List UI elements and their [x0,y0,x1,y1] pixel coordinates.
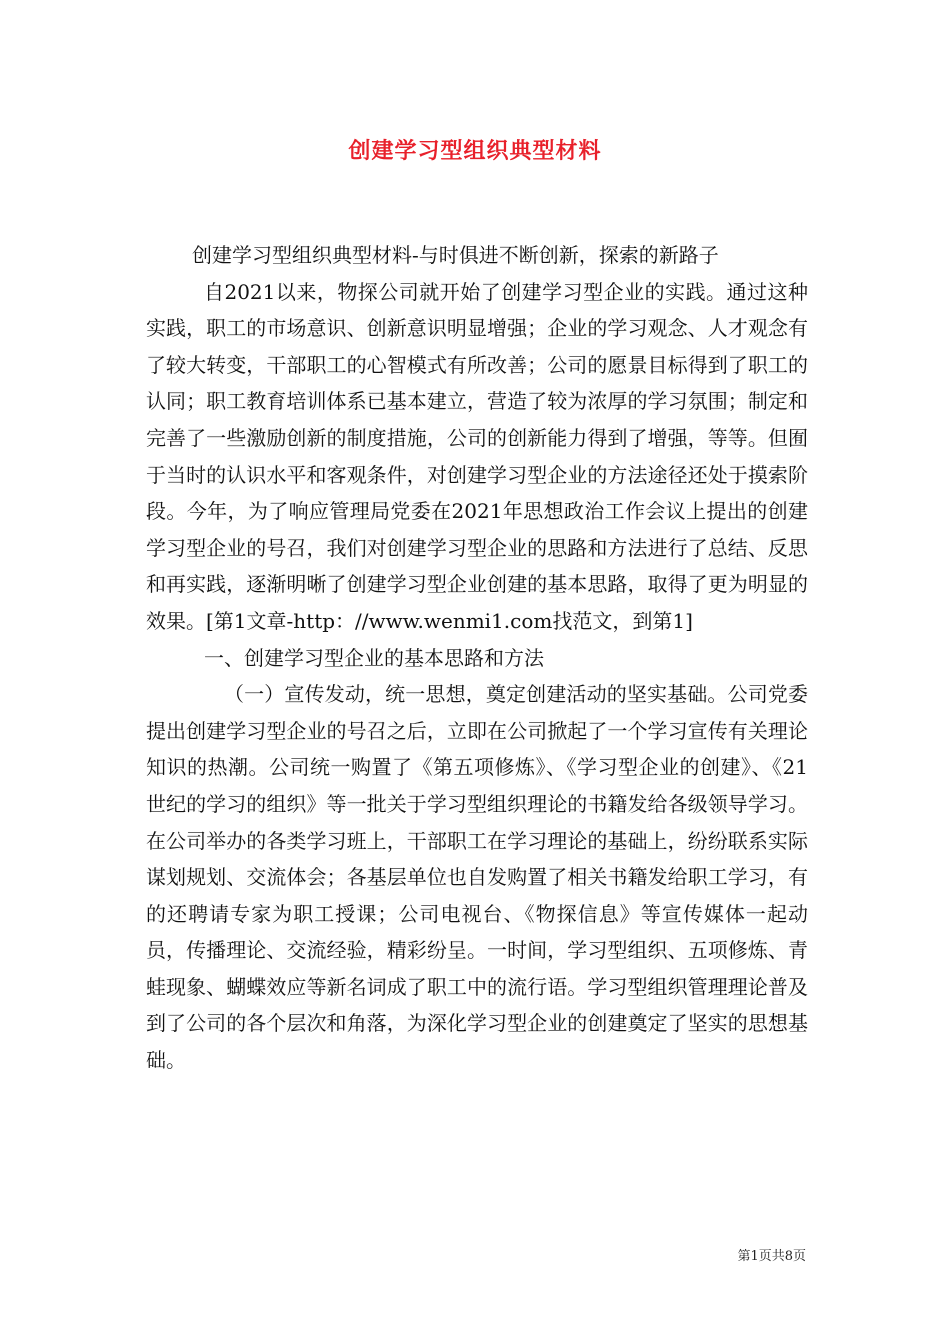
document-body [146,237,808,1079]
page-indicator: 第1页共8页 [737,1249,806,1264]
section-heading: 一、创建学习型企业的基本思路和方法 [204,645,544,670]
paragraph-intro: 自2021以来，物探公司就开始了创建学习型企业的实践。通过这种实践，职工的市场意识、创新意识明显增强；企业的学习观念、人才观念有了较大转变，干部职工的心智模式有所改善；公司的愿景目标得到了职工的认同；职工教育培训体系已基本建立，营造了较为浓厚的学习氛围；制定和完善了一些激励创新的制度措施，公司的创新能力得到了增强，等等。但囿于当时的认识水平和客观条件，对创建学习型企业的方法途径还处于摸索阶段。今年，为了响应管理局党委在2021年思想政治工作会议上提出的创建学习型企业的号召，我们对创建学习型企业的思路和方法进行了总结、反思和再实践，逐渐明晰了创建学习型企业创建的基本思路，取得了更为明显的效果。[第1文章-http：//www.wenmi1.com找范文，到第1] [146,279,808,633]
document-subtitle: 创建学习型组织典型材料-与时俱进不断创新，探索的新路子 [192,243,719,267]
paragraph-section-1: （一）宣传发动，统一思想，奠定创建活动的坚实基础。公司党委提出创建学习型企业的号召之后，立即在公司掀起了一个学习宣传有关理论知识的热潮。公司统一购置了《第五项修炼》、《学习型企业的创建》、《21世纪的学习的组织》等一批关于学习型组织理论的书籍发给各级领导学习。在公司举办的各类学习班上，干部职工在学习理论的基础上，纷纷联系实际谋划规划、交流体会；各基层单位也自发购置了相关书籍发给职工学习，有的还聘请专家为职工授课；公司电视台、《物探信息》等宣传媒体一起动员，传播理论、交流经验，精彩纷呈。一时间，学习型组织、五项修炼、青蛙现象、蝴蝶效应等新名词成了职工中的流行语。学习型组织管理理论普及到了公司的各个层次和角落，为深化学习型企业的创建奠定了坚实的思想基础。 [146,682,808,1073]
document-title: 创建学习型组织典型材料 [348,138,602,164]
